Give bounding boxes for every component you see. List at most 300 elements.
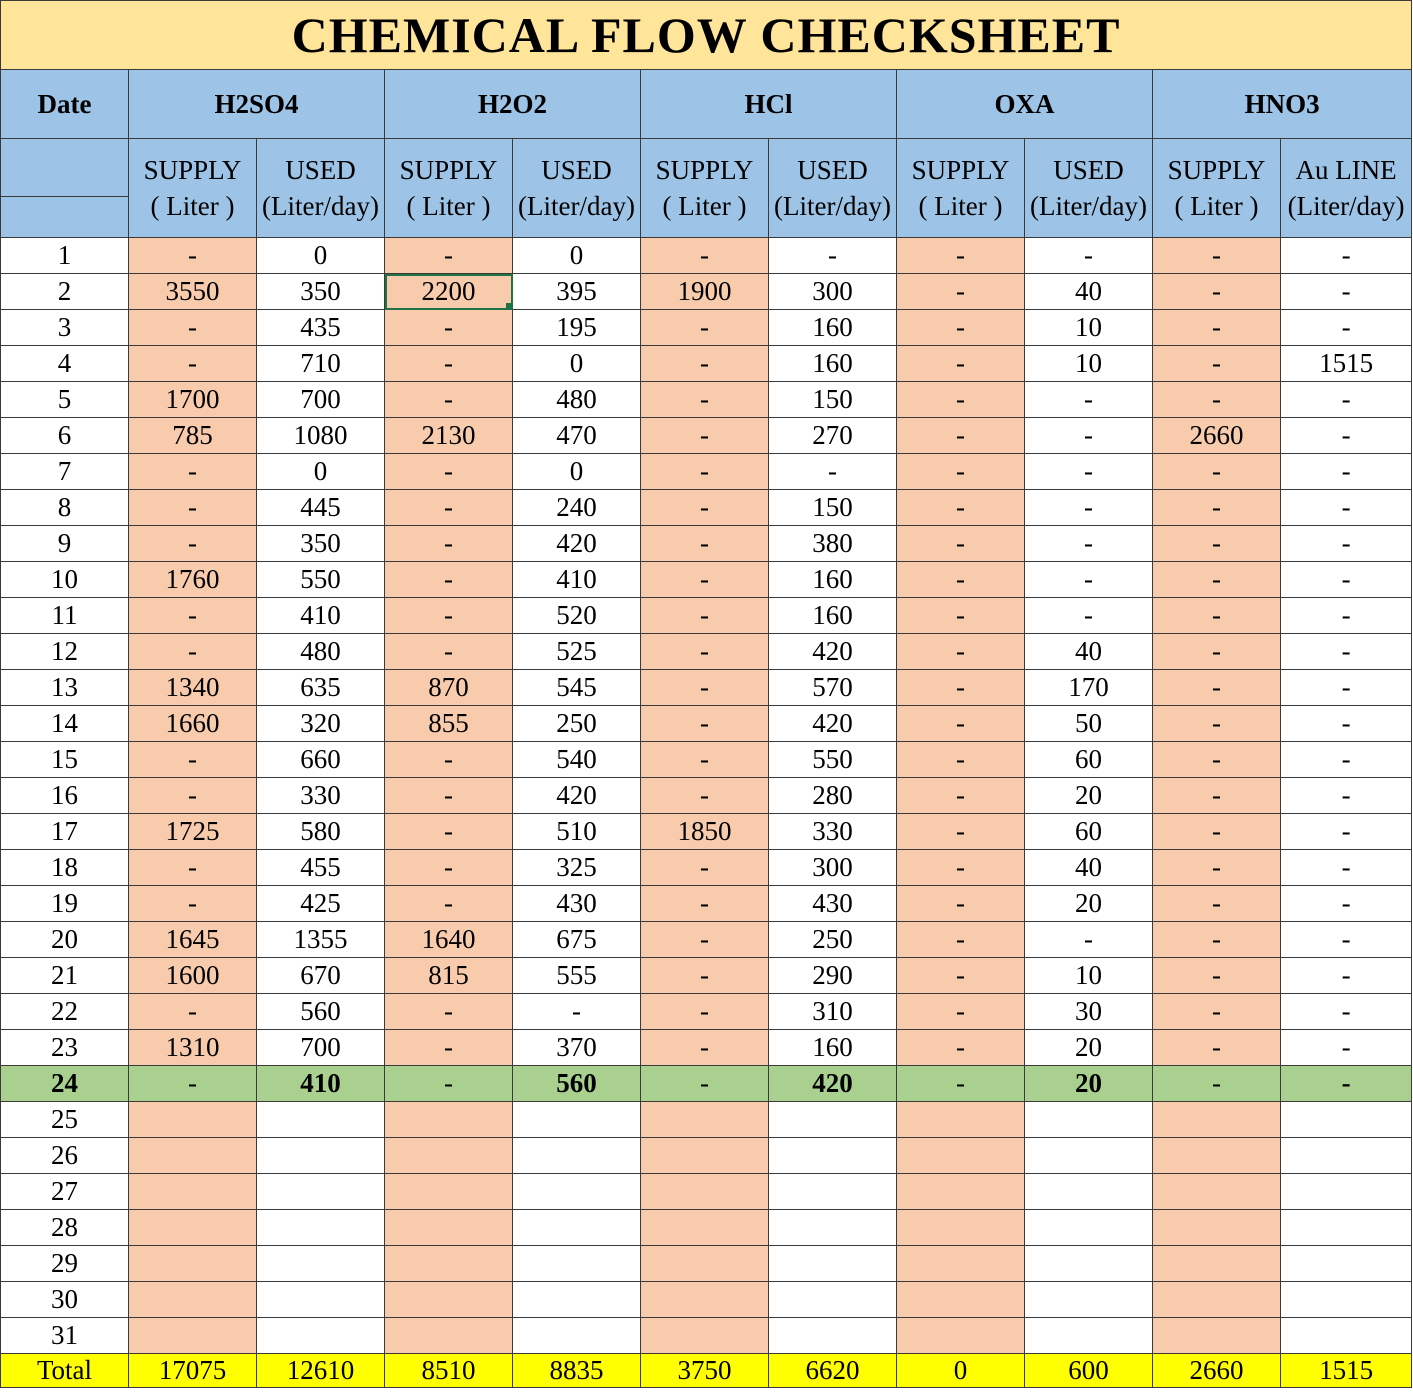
used-cell[interactable]: 710: [257, 346, 385, 382]
supply-cell[interactable]: -: [1153, 958, 1281, 994]
supply-cell[interactable]: [1153, 1102, 1281, 1138]
used-cell[interactable]: 60: [1025, 814, 1153, 850]
used-cell[interactable]: 330: [257, 778, 385, 814]
used-cell[interactable]: 270: [769, 418, 897, 454]
used-cell[interactable]: 545: [513, 670, 641, 706]
supply-cell[interactable]: -: [129, 850, 257, 886]
supply-cell[interactable]: [641, 1246, 769, 1282]
supply-cell[interactable]: -: [1153, 598, 1281, 634]
supply-cell[interactable]: [897, 1174, 1025, 1210]
date-cell[interactable]: 27: [1, 1174, 129, 1210]
used-cell[interactable]: [257, 1210, 385, 1246]
used-cell[interactable]: 560: [513, 1066, 641, 1102]
used-cell[interactable]: 540: [513, 742, 641, 778]
supply-cell[interactable]: [385, 1102, 513, 1138]
chemical-header-h2so4[interactable]: H2SO4: [129, 70, 385, 139]
date-cell[interactable]: 26: [1, 1138, 129, 1174]
used-cell[interactable]: [769, 1174, 897, 1210]
total-cell[interactable]: 600: [1025, 1354, 1153, 1388]
date-cell[interactable]: 22: [1, 994, 129, 1030]
supply-cell[interactable]: -: [897, 814, 1025, 850]
supply-cell[interactable]: -: [129, 346, 257, 382]
supply-cell[interactable]: 785: [129, 418, 257, 454]
used-cell[interactable]: [513, 1246, 641, 1282]
supply-cell[interactable]: -: [1153, 706, 1281, 742]
used-cell[interactable]: [1025, 1282, 1153, 1318]
supply-cell[interactable]: -: [641, 382, 769, 418]
used-cell[interactable]: -: [1281, 238, 1412, 274]
date-cell[interactable]: 28: [1, 1210, 129, 1246]
supply-cell[interactable]: -: [897, 418, 1025, 454]
used-cell[interactable]: 20: [1025, 886, 1153, 922]
supply-cell[interactable]: -: [129, 994, 257, 1030]
supply-cell[interactable]: -: [129, 742, 257, 778]
date-cell[interactable]: 29: [1, 1246, 129, 1282]
supply-cell[interactable]: -: [1153, 1066, 1281, 1102]
supply-cell[interactable]: -: [641, 922, 769, 958]
supply-cell[interactable]: [897, 1210, 1025, 1246]
supply-cell[interactable]: -: [385, 490, 513, 526]
used-cell[interactable]: [769, 1318, 897, 1354]
used-cell[interactable]: [257, 1174, 385, 1210]
subheader-cell[interactable]: [1025, 139, 1153, 238]
supply-cell[interactable]: [641, 1210, 769, 1246]
supply-cell[interactable]: [385, 1174, 513, 1210]
supply-cell[interactable]: -: [1153, 634, 1281, 670]
supply-cell[interactable]: -: [641, 634, 769, 670]
supply-cell[interactable]: -: [897, 274, 1025, 310]
supply-cell[interactable]: -: [385, 634, 513, 670]
supply-cell[interactable]: -: [641, 706, 769, 742]
supply-cell[interactable]: [1153, 1246, 1281, 1282]
date-cell[interactable]: 10: [1, 562, 129, 598]
supply-cell[interactable]: -: [641, 346, 769, 382]
used-cell[interactable]: 1355: [257, 922, 385, 958]
used-cell[interactable]: [1281, 1102, 1412, 1138]
supply-cell[interactable]: -: [897, 562, 1025, 598]
used-cell[interactable]: 330: [769, 814, 897, 850]
supply-cell[interactable]: 1760: [129, 562, 257, 598]
used-cell[interactable]: 10: [1025, 958, 1153, 994]
supply-cell[interactable]: 1310: [129, 1030, 257, 1066]
subheader-cell[interactable]: [257, 139, 385, 238]
used-cell[interactable]: -: [1025, 454, 1153, 490]
supply-cell[interactable]: -: [1153, 346, 1281, 382]
subheader-cell[interactable]: [641, 139, 769, 238]
used-cell[interactable]: [1025, 1138, 1153, 1174]
used-cell[interactable]: 420: [513, 778, 641, 814]
used-cell[interactable]: 425: [257, 886, 385, 922]
date-cell[interactable]: 4: [1, 346, 129, 382]
used-cell[interactable]: 240: [513, 490, 641, 526]
used-cell[interactable]: 445: [257, 490, 385, 526]
used-cell[interactable]: -: [1281, 886, 1412, 922]
used-cell[interactable]: 420: [513, 526, 641, 562]
used-cell[interactable]: 580: [257, 814, 385, 850]
used-cell[interactable]: 700: [257, 1030, 385, 1066]
supply-cell[interactable]: [129, 1210, 257, 1246]
used-cell[interactable]: 10: [1025, 346, 1153, 382]
used-cell[interactable]: -: [1281, 958, 1412, 994]
supply-cell[interactable]: -: [897, 670, 1025, 706]
used-cell[interactable]: -: [1281, 1030, 1412, 1066]
used-cell[interactable]: -: [1281, 706, 1412, 742]
used-cell[interactable]: -: [1025, 382, 1153, 418]
supply-cell[interactable]: -: [641, 886, 769, 922]
supply-cell[interactable]: -: [129, 526, 257, 562]
used-cell[interactable]: -: [1281, 562, 1412, 598]
supply-cell[interactable]: -: [385, 562, 513, 598]
supply-cell[interactable]: -: [129, 634, 257, 670]
supply-cell[interactable]: -: [641, 670, 769, 706]
used-cell[interactable]: 20: [1025, 1030, 1153, 1066]
used-cell[interactable]: [1025, 1174, 1153, 1210]
used-cell[interactable]: 675: [513, 922, 641, 958]
date-cell[interactable]: 2: [1, 274, 129, 310]
supply-cell[interactable]: -: [897, 1066, 1025, 1102]
date-cell[interactable]: 25: [1, 1102, 129, 1138]
supply-cell[interactable]: -: [897, 922, 1025, 958]
supply-cell[interactable]: [897, 1318, 1025, 1354]
date-cell[interactable]: 6: [1, 418, 129, 454]
used-cell[interactable]: 40: [1025, 850, 1153, 886]
used-cell[interactable]: [1025, 1246, 1153, 1282]
supply-cell[interactable]: 1850: [641, 814, 769, 850]
supply-cell[interactable]: 3550: [129, 274, 257, 310]
supply-cell[interactable]: -: [641, 994, 769, 1030]
supply-cell[interactable]: [897, 1282, 1025, 1318]
used-cell[interactable]: 420: [769, 1066, 897, 1102]
used-cell[interactable]: 420: [769, 706, 897, 742]
supply-cell[interactable]: [129, 1174, 257, 1210]
supply-cell[interactable]: [1153, 1174, 1281, 1210]
used-cell[interactable]: 310: [769, 994, 897, 1030]
used-cell[interactable]: 370: [513, 1030, 641, 1066]
supply-cell[interactable]: -: [1153, 454, 1281, 490]
used-cell[interactable]: 380: [769, 526, 897, 562]
used-cell[interactable]: 470: [513, 418, 641, 454]
supply-cell[interactable]: -: [385, 598, 513, 634]
used-cell[interactable]: [1025, 1318, 1153, 1354]
used-cell[interactable]: -: [1025, 490, 1153, 526]
supply-cell[interactable]: -: [641, 850, 769, 886]
supply-cell[interactable]: -: [385, 778, 513, 814]
used-cell[interactable]: 30: [1025, 994, 1153, 1030]
used-cell[interactable]: 410: [257, 598, 385, 634]
used-cell[interactable]: 150: [769, 490, 897, 526]
supply-cell[interactable]: -: [129, 886, 257, 922]
used-cell[interactable]: 50: [1025, 706, 1153, 742]
used-cell[interactable]: -: [1025, 526, 1153, 562]
used-cell[interactable]: -: [513, 994, 641, 1030]
supply-cell[interactable]: -: [897, 382, 1025, 418]
used-cell[interactable]: 250: [513, 706, 641, 742]
used-cell[interactable]: -: [1281, 598, 1412, 634]
used-cell[interactable]: 300: [769, 850, 897, 886]
total-cell[interactable]: 6620: [769, 1354, 897, 1388]
used-cell[interactable]: [1281, 1318, 1412, 1354]
used-cell[interactable]: [769, 1246, 897, 1282]
chemical-header-hno3[interactable]: HNO3: [1153, 70, 1412, 139]
supply-cell[interactable]: -: [897, 1030, 1025, 1066]
total-cell[interactable]: 2660: [1153, 1354, 1281, 1388]
date-cell[interactable]: 3: [1, 310, 129, 346]
supply-cell[interactable]: -: [129, 310, 257, 346]
supply-cell[interactable]: [385, 1282, 513, 1318]
used-cell[interactable]: 395: [513, 274, 641, 310]
used-cell[interactable]: [1281, 1174, 1412, 1210]
supply-cell[interactable]: 1600: [129, 958, 257, 994]
supply-cell[interactable]: -: [1153, 778, 1281, 814]
date-cell[interactable]: 14: [1, 706, 129, 742]
supply-cell[interactable]: -: [897, 634, 1025, 670]
used-cell[interactable]: [1281, 1246, 1412, 1282]
supply-cell[interactable]: 2130: [385, 418, 513, 454]
used-cell[interactable]: -: [1281, 418, 1412, 454]
used-cell[interactable]: -: [1281, 742, 1412, 778]
used-cell[interactable]: 635: [257, 670, 385, 706]
supply-cell[interactable]: -: [897, 778, 1025, 814]
used-cell[interactable]: [513, 1174, 641, 1210]
supply-cell[interactable]: [1153, 1138, 1281, 1174]
supply-cell[interactable]: -: [129, 778, 257, 814]
subheader-cell[interactable]: [1153, 139, 1281, 238]
used-cell[interactable]: 455: [257, 850, 385, 886]
used-cell[interactable]: 60: [1025, 742, 1153, 778]
used-cell[interactable]: 570: [769, 670, 897, 706]
supply-cell[interactable]: [641, 1174, 769, 1210]
total-cell[interactable]: 17075: [129, 1354, 257, 1388]
used-cell[interactable]: 40: [1025, 634, 1153, 670]
used-cell[interactable]: [769, 1138, 897, 1174]
supply-cell[interactable]: [1153, 1282, 1281, 1318]
used-cell[interactable]: 510: [513, 814, 641, 850]
total-cell[interactable]: 1515: [1281, 1354, 1412, 1388]
supply-cell[interactable]: -: [641, 598, 769, 634]
date-cell[interactable]: 9: [1, 526, 129, 562]
supply-cell[interactable]: -: [897, 706, 1025, 742]
supply-cell[interactable]: [129, 1318, 257, 1354]
used-cell[interactable]: -: [1281, 778, 1412, 814]
used-cell[interactable]: 280: [769, 778, 897, 814]
supply-cell[interactable]: -: [1153, 994, 1281, 1030]
date-cell[interactable]: 20: [1, 922, 129, 958]
used-cell[interactable]: 0: [513, 454, 641, 490]
supply-cell[interactable]: -: [897, 598, 1025, 634]
used-cell[interactable]: 0: [257, 454, 385, 490]
date-subheader[interactable]: [1, 139, 129, 238]
used-cell[interactable]: -: [1281, 526, 1412, 562]
subheader-cell[interactable]: [513, 139, 641, 238]
supply-cell[interactable]: 1725: [129, 814, 257, 850]
supply-cell[interactable]: -: [897, 346, 1025, 382]
used-cell[interactable]: 525: [513, 634, 641, 670]
used-cell[interactable]: -: [1281, 850, 1412, 886]
supply-cell[interactable]: -: [1153, 670, 1281, 706]
supply-cell[interactable]: 1645: [129, 922, 257, 958]
supply-cell[interactable]: -: [385, 742, 513, 778]
supply-cell[interactable]: -: [385, 454, 513, 490]
supply-cell[interactable]: [385, 1318, 513, 1354]
used-cell[interactable]: -: [769, 238, 897, 274]
supply-cell[interactable]: [641, 1318, 769, 1354]
used-cell[interactable]: -: [1281, 274, 1412, 310]
used-cell[interactable]: -: [1281, 994, 1412, 1030]
supply-cell[interactable]: -: [1153, 382, 1281, 418]
supply-cell[interactable]: -: [641, 490, 769, 526]
used-cell[interactable]: 660: [257, 742, 385, 778]
used-cell[interactable]: 430: [513, 886, 641, 922]
supply-cell[interactable]: -: [897, 526, 1025, 562]
used-cell[interactable]: -: [769, 454, 897, 490]
used-cell[interactable]: 520: [513, 598, 641, 634]
used-cell[interactable]: -: [1281, 814, 1412, 850]
date-cell[interactable]: 30: [1, 1282, 129, 1318]
used-cell[interactable]: 325: [513, 850, 641, 886]
supply-cell[interactable]: [385, 1138, 513, 1174]
supply-cell[interactable]: [641, 1138, 769, 1174]
chemical-header-oxa[interactable]: OXA: [897, 70, 1153, 139]
supply-cell[interactable]: -: [129, 490, 257, 526]
used-cell[interactable]: -: [1025, 562, 1153, 598]
supply-cell[interactable]: 1340: [129, 670, 257, 706]
supply-cell[interactable]: [1153, 1210, 1281, 1246]
used-cell[interactable]: 0: [257, 238, 385, 274]
used-cell[interactable]: 250: [769, 922, 897, 958]
used-cell[interactable]: [1281, 1138, 1412, 1174]
date-cell[interactable]: 16: [1, 778, 129, 814]
supply-cell[interactable]: -: [641, 238, 769, 274]
supply-cell[interactable]: -: [897, 850, 1025, 886]
supply-cell[interactable]: -: [129, 598, 257, 634]
used-cell[interactable]: 700: [257, 382, 385, 418]
supply-cell[interactable]: -: [897, 310, 1025, 346]
supply-cell[interactable]: -: [641, 310, 769, 346]
used-cell[interactable]: -: [1025, 922, 1153, 958]
supply-cell[interactable]: -: [385, 310, 513, 346]
supply-cell[interactable]: [641, 1102, 769, 1138]
supply-cell[interactable]: -: [1153, 1030, 1281, 1066]
used-cell[interactable]: 560: [257, 994, 385, 1030]
supply-cell[interactable]: -: [641, 418, 769, 454]
supply-cell[interactable]: -: [897, 958, 1025, 994]
supply-cell[interactable]: -: [385, 382, 513, 418]
supply-cell[interactable]: -: [1153, 742, 1281, 778]
total-label[interactable]: Total: [1, 1354, 129, 1388]
supply-cell[interactable]: 2660: [1153, 418, 1281, 454]
date-cell[interactable]: 13: [1, 670, 129, 706]
supply-cell[interactable]: -: [1153, 490, 1281, 526]
used-cell[interactable]: 435: [257, 310, 385, 346]
supply-cell[interactable]: [1153, 1318, 1281, 1354]
supply-cell[interactable]: -: [385, 346, 513, 382]
used-cell[interactable]: 20: [1025, 1066, 1153, 1102]
used-cell[interactable]: 480: [513, 382, 641, 418]
supply-cell[interactable]: -: [1153, 310, 1281, 346]
supply-cell[interactable]: [129, 1282, 257, 1318]
date-cell[interactable]: 15: [1, 742, 129, 778]
date-cell[interactable]: 11: [1, 598, 129, 634]
used-cell[interactable]: [769, 1282, 897, 1318]
supply-cell[interactable]: -: [897, 742, 1025, 778]
used-cell[interactable]: -: [1281, 490, 1412, 526]
supply-cell[interactable]: -: [385, 886, 513, 922]
date-header[interactable]: Date: [1, 70, 129, 139]
sheet-title[interactable]: CHEMICAL FLOW CHECKSHEET: [1, 1, 1412, 70]
used-cell[interactable]: [1025, 1102, 1153, 1138]
date-cell[interactable]: 23: [1, 1030, 129, 1066]
used-cell[interactable]: [1281, 1282, 1412, 1318]
used-cell[interactable]: 420: [769, 634, 897, 670]
used-cell[interactable]: -: [1025, 238, 1153, 274]
total-cell[interactable]: 3750: [641, 1354, 769, 1388]
supply-cell[interactable]: -: [129, 1066, 257, 1102]
supply-cell[interactable]: -: [641, 454, 769, 490]
used-cell[interactable]: 195: [513, 310, 641, 346]
used-cell[interactable]: 670: [257, 958, 385, 994]
supply-cell[interactable]: -: [385, 994, 513, 1030]
subheader-cell[interactable]: [1281, 139, 1412, 238]
supply-cell[interactable]: 2200: [385, 274, 513, 310]
date-cell[interactable]: 5: [1, 382, 129, 418]
used-cell[interactable]: 290: [769, 958, 897, 994]
date-cell[interactable]: 21: [1, 958, 129, 994]
supply-cell[interactable]: [129, 1102, 257, 1138]
used-cell[interactable]: -: [1025, 598, 1153, 634]
used-cell[interactable]: [513, 1210, 641, 1246]
supply-cell[interactable]: -: [897, 994, 1025, 1030]
supply-cell[interactable]: -: [1153, 814, 1281, 850]
used-cell[interactable]: [257, 1318, 385, 1354]
used-cell[interactable]: 550: [257, 562, 385, 598]
supply-cell[interactable]: -: [385, 850, 513, 886]
supply-cell[interactable]: -: [641, 1030, 769, 1066]
supply-cell[interactable]: -: [897, 886, 1025, 922]
supply-cell[interactable]: -: [897, 490, 1025, 526]
total-cell[interactable]: 0: [897, 1354, 1025, 1388]
used-cell[interactable]: 160: [769, 1030, 897, 1066]
total-cell[interactable]: 12610: [257, 1354, 385, 1388]
used-cell[interactable]: 1515: [1281, 346, 1412, 382]
used-cell[interactable]: 0: [513, 346, 641, 382]
used-cell[interactable]: 320: [257, 706, 385, 742]
supply-cell[interactable]: 1900: [641, 274, 769, 310]
supply-cell[interactable]: [897, 1102, 1025, 1138]
date-cell[interactable]: 1: [1, 238, 129, 274]
supply-cell[interactable]: -: [641, 526, 769, 562]
supply-cell[interactable]: -: [1153, 562, 1281, 598]
supply-cell[interactable]: 870: [385, 670, 513, 706]
supply-cell[interactable]: -: [1153, 526, 1281, 562]
supply-cell[interactable]: -: [385, 238, 513, 274]
used-cell[interactable]: [257, 1246, 385, 1282]
used-cell[interactable]: 430: [769, 886, 897, 922]
used-cell[interactable]: [513, 1282, 641, 1318]
used-cell[interactable]: -: [1281, 1066, 1412, 1102]
used-cell[interactable]: 170: [1025, 670, 1153, 706]
date-cell[interactable]: 31: [1, 1318, 129, 1354]
chemical-header-hcl[interactable]: HCl: [641, 70, 897, 139]
supply-cell[interactable]: [385, 1246, 513, 1282]
used-cell[interactable]: [1281, 1210, 1412, 1246]
supply-cell[interactable]: -: [129, 238, 257, 274]
supply-cell[interactable]: -: [897, 238, 1025, 274]
date-cell[interactable]: 18: [1, 850, 129, 886]
total-cell[interactable]: 8835: [513, 1354, 641, 1388]
supply-cell[interactable]: -: [385, 1030, 513, 1066]
supply-cell[interactable]: -: [129, 454, 257, 490]
used-cell[interactable]: [513, 1102, 641, 1138]
